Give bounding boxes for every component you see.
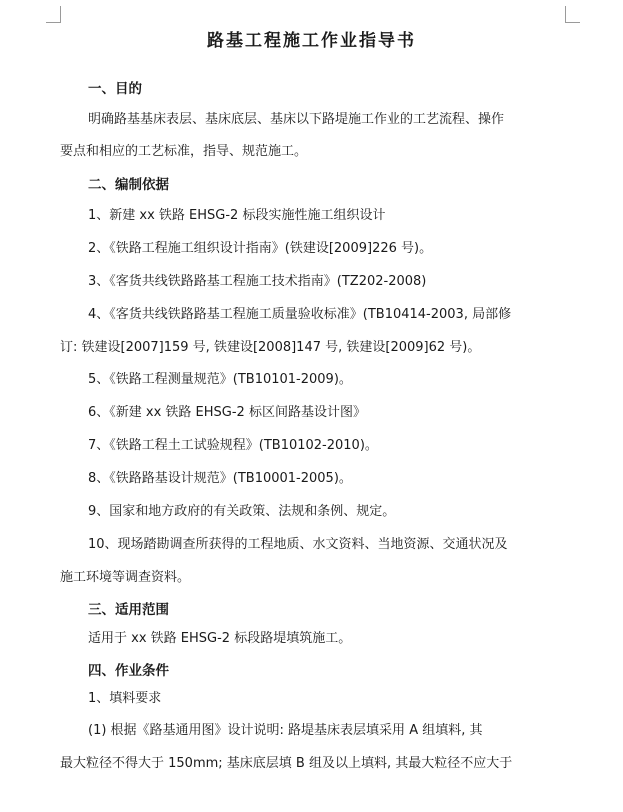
section-heading-conditions: 四、作业条件: [88, 663, 169, 679]
basis-item: 7、《铁路工程土工试验规程》(TB10102-2010)。: [88, 438, 378, 453]
basis-item: 8、《铁路路基设计规范》(TB10001-2005)。: [88, 471, 352, 486]
purpose-text-line-2: 要点和相应的工艺标准，指导、规范施工。: [60, 144, 308, 159]
page-corner-mark-right: [565, 6, 580, 23]
conditions-subheading: 1、填料要求: [88, 691, 162, 706]
basis-item: 1、新建 xx 铁路 EHSG-2 标段实施性施工组织设计: [88, 208, 386, 223]
conditions-paragraph-line-1: (1) 根据《路基通用图》设计说明: 路堤基床表层填采用 A 组填料, 其: [88, 723, 483, 738]
basis-item: 5、《铁路工程测量规范》(TB10101-2009)。: [88, 372, 352, 387]
document-title: 路基工程施工作业指导书: [207, 31, 416, 51]
section-heading-scope: 三、适用范围: [88, 602, 169, 618]
conditions-paragraph-line-2: 最大粒径不得大于 150mm; 基床底层填 B 组及以上填料, 其最大粒径不应大于: [60, 756, 513, 771]
basis-item: 2、《铁路工程施工组织设计指南》(铁建设[2009]226 号)。: [88, 241, 433, 256]
basis-item: 3、《客货共线铁路路基工程施工技术指南》(TZ202-2008): [88, 274, 427, 289]
page-corner-mark-left: [46, 6, 61, 23]
basis-item: 6、《新建 xx 铁路 EHSG-2 标区间路基设计图》: [88, 405, 366, 420]
section-heading-purpose: 一、目的: [88, 81, 142, 97]
basis-item: 9、国家和地方政府的有关政策、法规和条例、规定。: [88, 504, 396, 519]
scope-text: 适用于 xx 铁路 EHSG-2 标段路堤填筑施工。: [88, 631, 352, 646]
basis-item: 4、《客货共线铁路路基工程施工质量验收标准》(TB10414-2003, 局部修: [88, 307, 512, 322]
basis-item: 10、现场踏勘调查所获得的工程地质、水文资料、当地资源、交通状况及: [88, 537, 508, 552]
basis-item-continuation: 施工环境等调查资料。: [60, 570, 191, 585]
section-heading-basis: 二、编制依据: [88, 177, 169, 193]
purpose-text-line-1: 明确路基基床表层、基床底层、基床以下路堤施工作业的工艺流程、操作: [88, 112, 505, 127]
basis-item-continuation: 订: 铁建设[2007]159 号, 铁建设[2008]147 号, 铁建设[2009]62 号)。: [60, 340, 481, 355]
